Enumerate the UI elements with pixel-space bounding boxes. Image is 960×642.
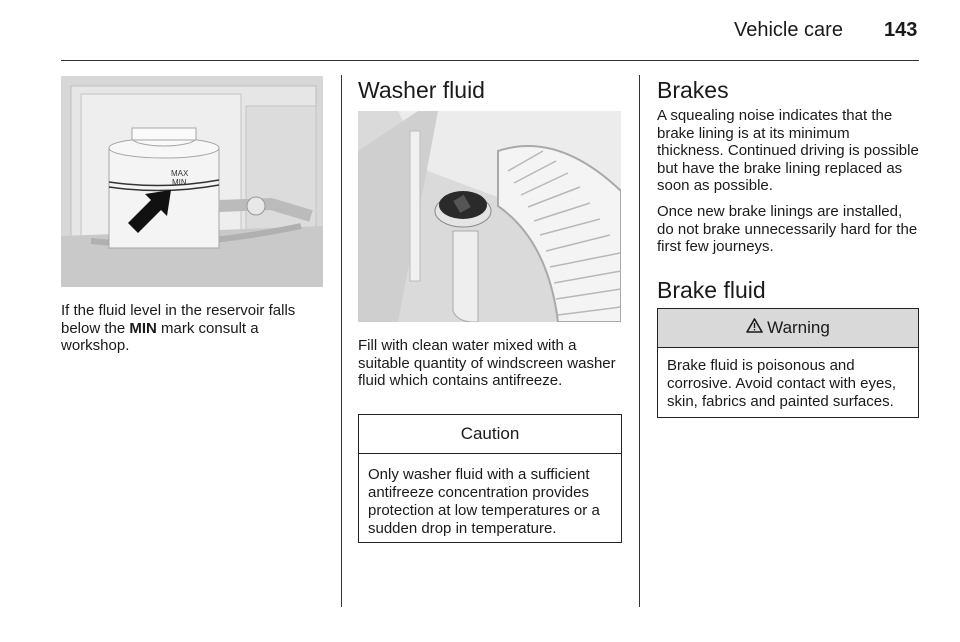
washer-cap-figure [358, 111, 621, 322]
page-number: 143 [884, 19, 918, 41]
reservoir-figure [61, 76, 323, 287]
min-label: MIN [172, 178, 187, 187]
warning-header [658, 309, 918, 348]
washer-fluid-paragraph: Fill with clean water mixed with a suitable quantity of windscreen washer fluid which contains antifreeze. [358, 337, 616, 389]
brakes-paragraph: A squealing noise indicates that the brake lining is at its minimum thickness. Continued driving is possible but have the brake lining replaced as soon as possible. [657, 107, 919, 194]
caution-text: Only washer fluid with a sufficient antifreeze concentration provides protection at low temperatures or a sudden drop in temperature. [368, 466, 600, 537]
min-mark: MIN [129, 319, 157, 337]
caution-box [358, 414, 622, 543]
washer-fluid-heading: Washer fluid [358, 77, 485, 103]
warning-text: Brake fluid is poisonous and corrosive. Avoid contact with eyes, skin, fabrics and painted surfaces. [667, 357, 896, 410]
column-divider-right [639, 75, 640, 607]
header-rule [61, 60, 919, 61]
reservoir-paragraph: If the fluid level in the reservoir falls below the MIN mark consult a workshop. [61, 302, 296, 354]
warning-title: Warning [767, 318, 830, 337]
column-divider-left [341, 75, 342, 607]
brakes-heading: Brakes [657, 77, 729, 103]
warning-box [657, 308, 919, 418]
section-title: Vehicle care [734, 19, 843, 41]
warning-triangle-icon [746, 318, 763, 338]
brake-fluid-heading: Brake fluid [657, 277, 766, 303]
new-linings-paragraph: Once new brake linings are installed, do not brake unnecessarily hard for the first few journeys. [657, 203, 918, 255]
max-label: MAX [171, 169, 189, 178]
caution-title: Caution [359, 415, 621, 454]
